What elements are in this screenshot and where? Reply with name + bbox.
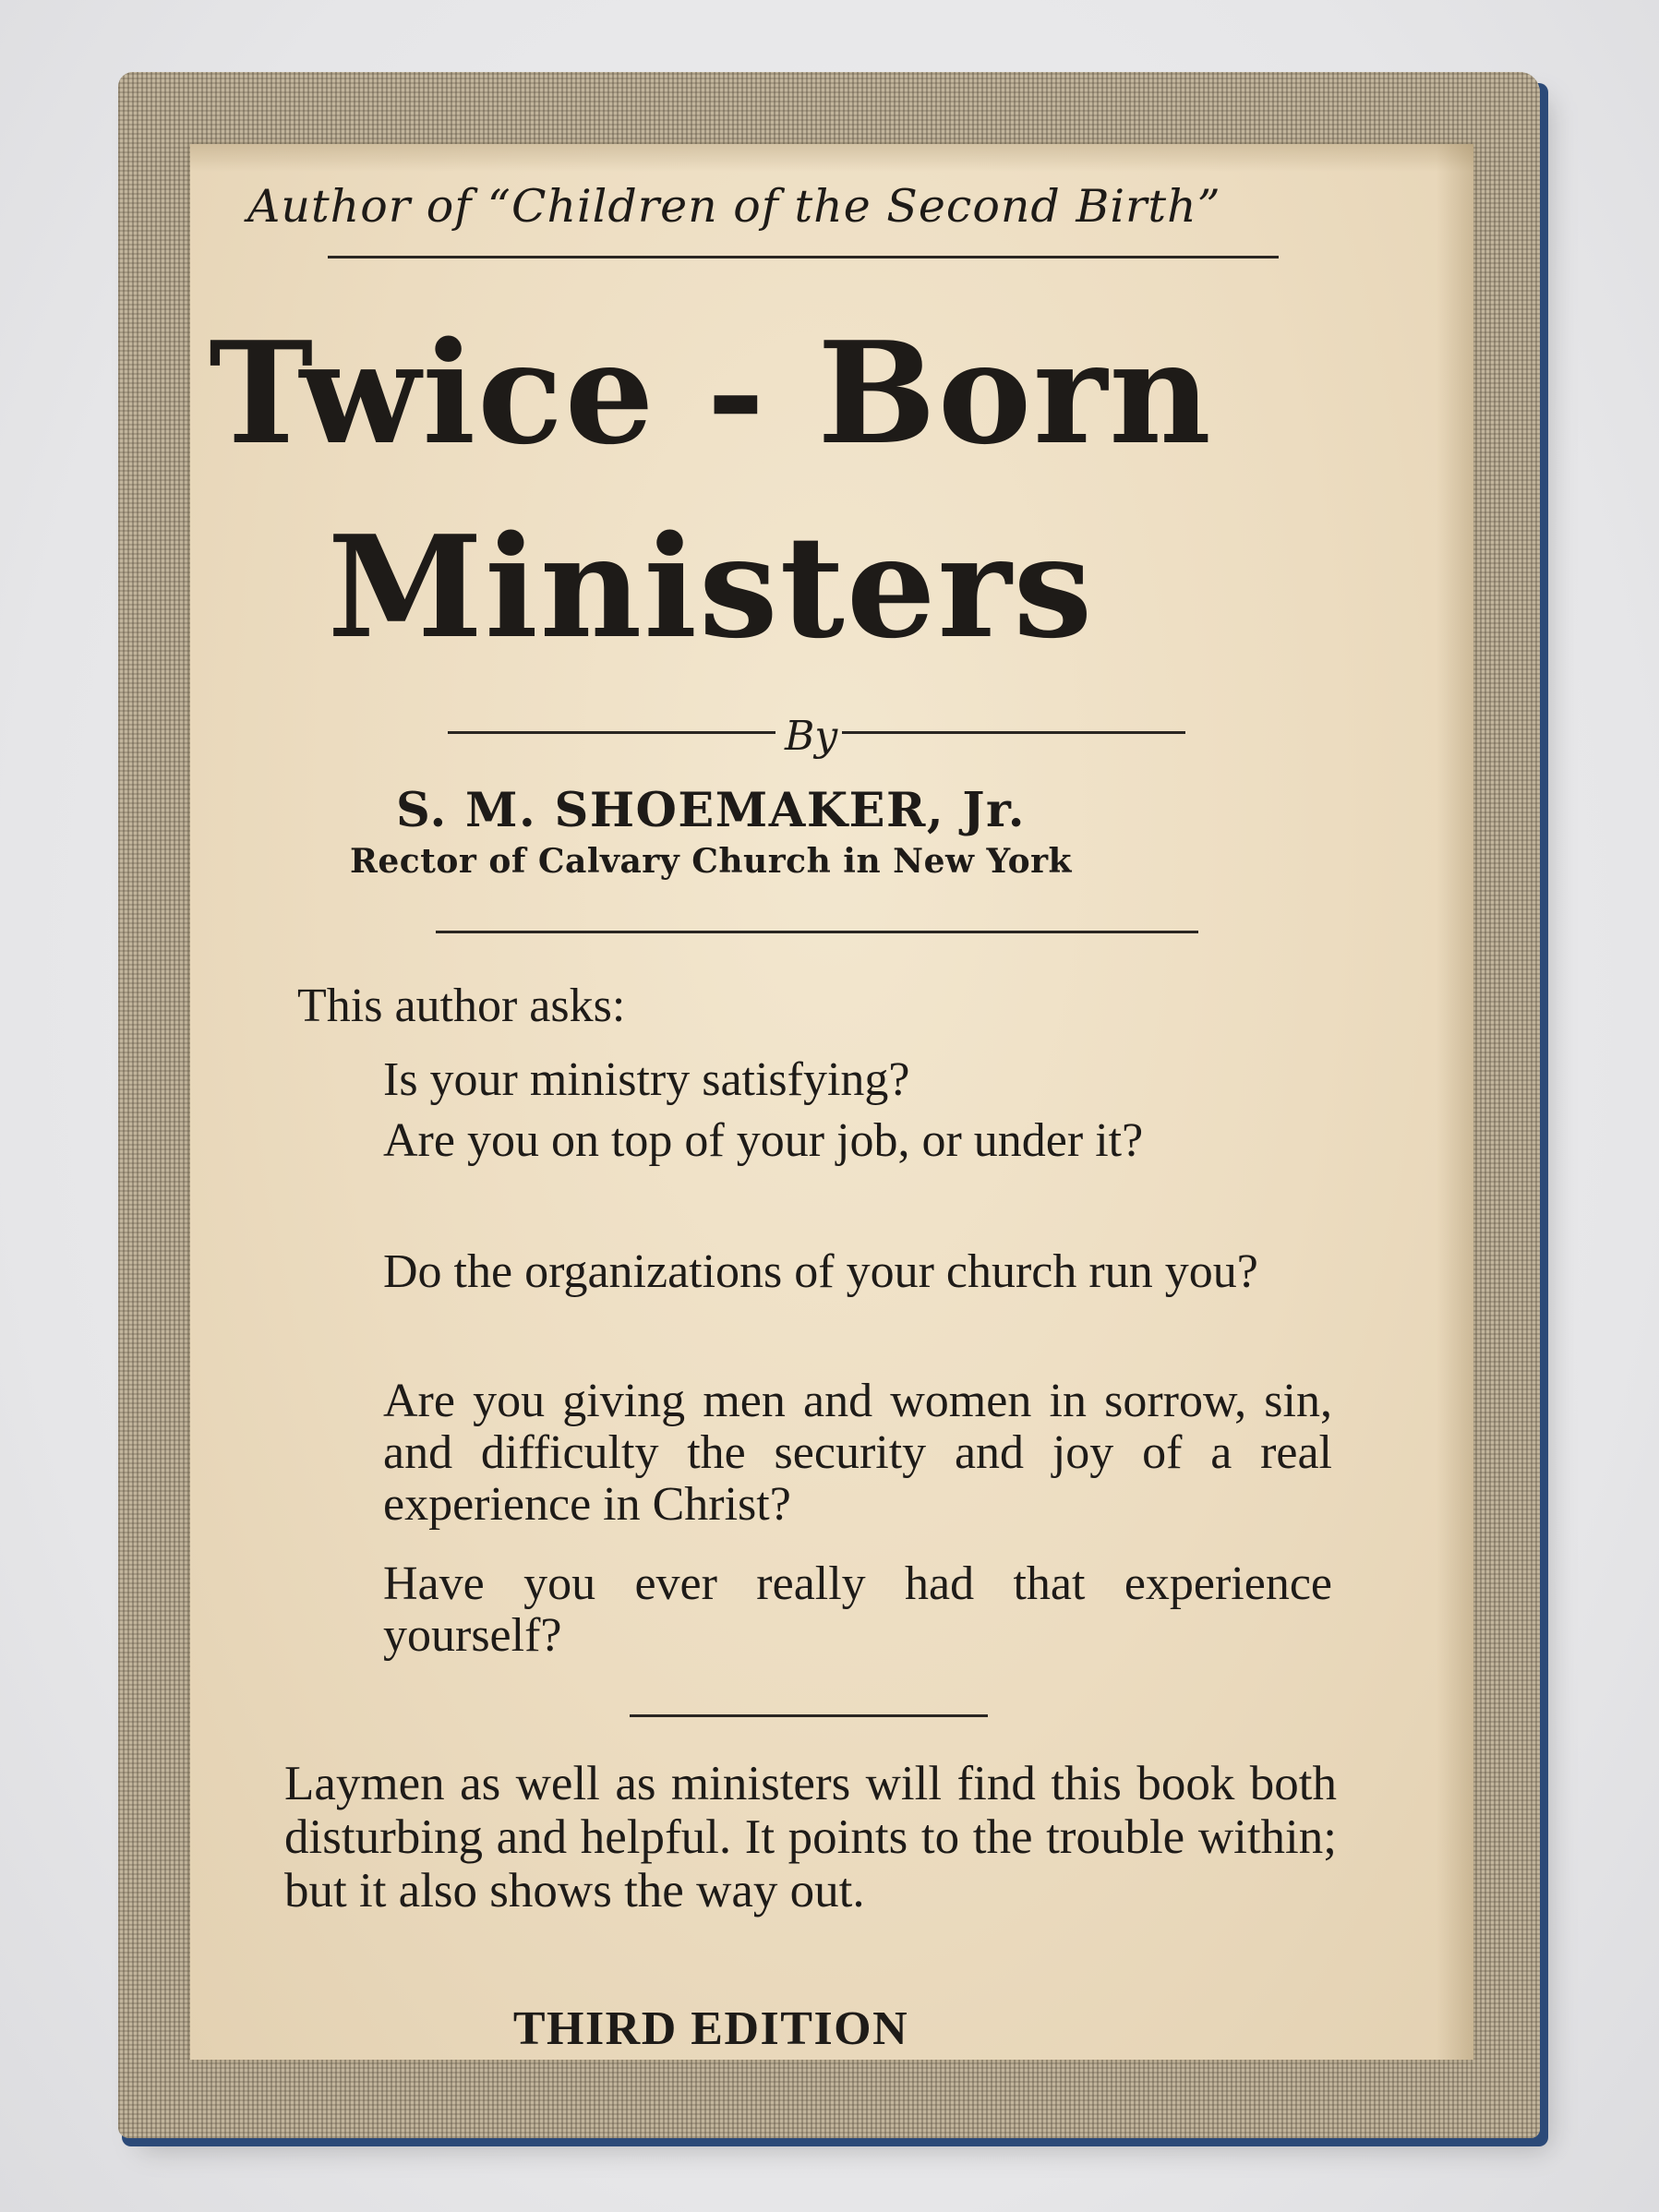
blurb-text: Laymen as well as ministers will find this book both disturbing and helpful. It points to the trouble within; but it also shows the way out. (284, 1757, 1337, 1917)
author-rule (436, 931, 1198, 933)
tagline: Author of “Children of the Second Birth” (247, 180, 1221, 233)
author-name: S. M. SHOEMAKER, Jr. (396, 783, 1026, 838)
blurb-rule (630, 1714, 988, 1717)
by-rule-left (448, 731, 775, 734)
by-label: By (785, 713, 838, 760)
title-line-2: Ministers (327, 504, 1095, 669)
question-item: Do the organizations of your church run you? (383, 1245, 1258, 1298)
title-line-1: Twice - Born (209, 310, 1213, 475)
question-item: Are you giving men and women in sorrow, sin, and difficulty the security and joy of a real experience in Christ? (383, 1375, 1332, 1531)
author-affiliation: Rector of Calvary Church in New York (349, 842, 1073, 881)
tagline-rule (328, 256, 1279, 258)
question-item: Is your ministry satisfying? (383, 1053, 910, 1106)
asks-intro: This author asks: (297, 980, 626, 1032)
by-rule-right (842, 731, 1185, 734)
right-wear (1437, 144, 1473, 2060)
edition-label: THIRD EDITION (512, 2002, 909, 2055)
question-item: Have you ever really had that experience yourself? (383, 1557, 1332, 1662)
top-wear (190, 144, 1473, 172)
question-item: Are you on top of your job, or under it? (383, 1114, 1144, 1167)
